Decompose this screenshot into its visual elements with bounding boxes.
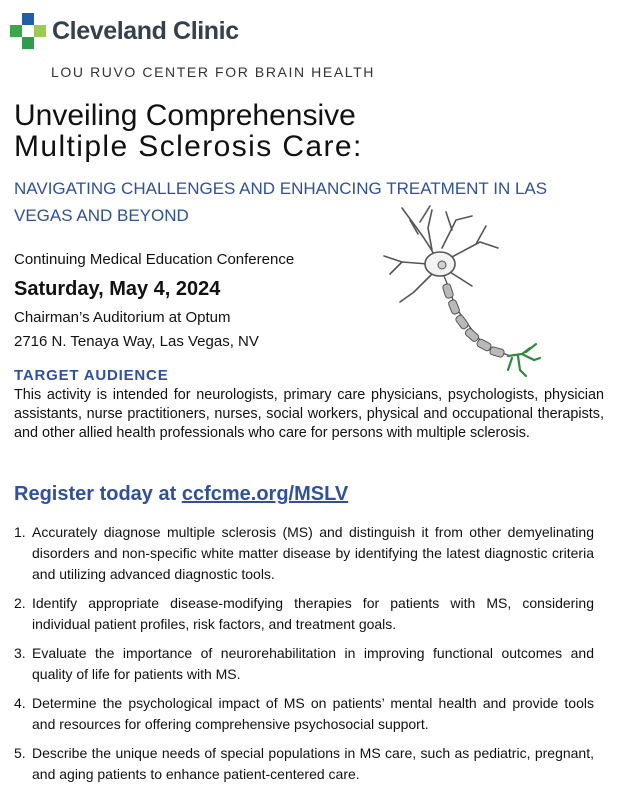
venue-address: 2716 N. Tenaya Way, Las Vegas, NV — [14, 333, 259, 350]
list-item-text: Identify appropriate disease-modifying therapies for patients with MS, considering individual patient profiles, risk factors, and treatment goals. — [32, 595, 594, 632]
list-item-text: Describe the unique needs of special populations in MS care, such as pediatric, pregnant, and aging patients to enhance patient-centered care. — [32, 745, 594, 782]
venue-name: Chairman’s Auditorium at Optum — [14, 309, 231, 326]
list-item — [14, 643, 594, 685]
title-line-1: Unveiling Comprehensive — [14, 99, 356, 132]
list-item-text: Evaluate the importance of neurorehabilitation in improving functional outcomes and quality of life for patients with MS. — [32, 645, 594, 682]
list-number: 1. — [14, 524, 26, 540]
list-item — [14, 693, 594, 735]
register-line — [14, 483, 348, 506]
venue-block — [14, 306, 259, 354]
subtitle: NAVIGATING CHALLENGES AND ENHANCING TREATMENT IN LAS VEGAS AND BEYOND — [14, 179, 548, 225]
list-number: 5. — [14, 745, 26, 761]
list-item — [14, 593, 594, 635]
event-date: Saturday, May 4, 2024 — [14, 278, 221, 300]
learning-objectives-list — [14, 522, 594, 793]
title-line-2: Multiple Sclerosis Care: — [14, 130, 363, 163]
target-audience-heading: TARGET AUDIENCE — [14, 367, 169, 384]
register-link[interactable]: ccfcme.org/MSLV — [181, 483, 349, 505]
target-audience-text: This activity is intended for neurologists, primary care physicians, psychologists, physician assistants, nurse practitioners, nurses, social workers, physical and occupational therapists, and other allied health professionals who care for persons with multiple sclerosis. — [14, 387, 604, 441]
list-item-text: Determine the psychological impact of MS on patients’ mental health and provide tools and resources for offering comprehensive psychosocial support. — [32, 695, 594, 732]
register-prefix: Register today at — [14, 483, 182, 505]
conference-type: Continuing Medical Education Conference — [14, 251, 295, 268]
cleveland-clinic-logo — [10, 13, 239, 49]
list-item-text: Accurately diagnose multiple sclerosis (MS) and distinguish it from other demyelinating disorders and non-specific white matter disease by identifying the latest diagnostic criteria and utilizing advanced diagnostic tools. — [32, 524, 594, 582]
list-number: 2. — [14, 595, 26, 611]
cleveland-clinic-logo-icon — [10, 13, 46, 49]
list-number: 3. — [14, 645, 26, 661]
neuron-illustration — [380, 198, 580, 398]
list-item — [14, 522, 594, 585]
page-title — [14, 100, 363, 162]
list-number: 4. — [14, 695, 26, 711]
brand-name: Cleveland Clinic — [52, 16, 239, 45]
center-name: LOU RUVO CENTER FOR BRAIN HEALTH — [51, 64, 375, 80]
list-item — [14, 743, 594, 785]
